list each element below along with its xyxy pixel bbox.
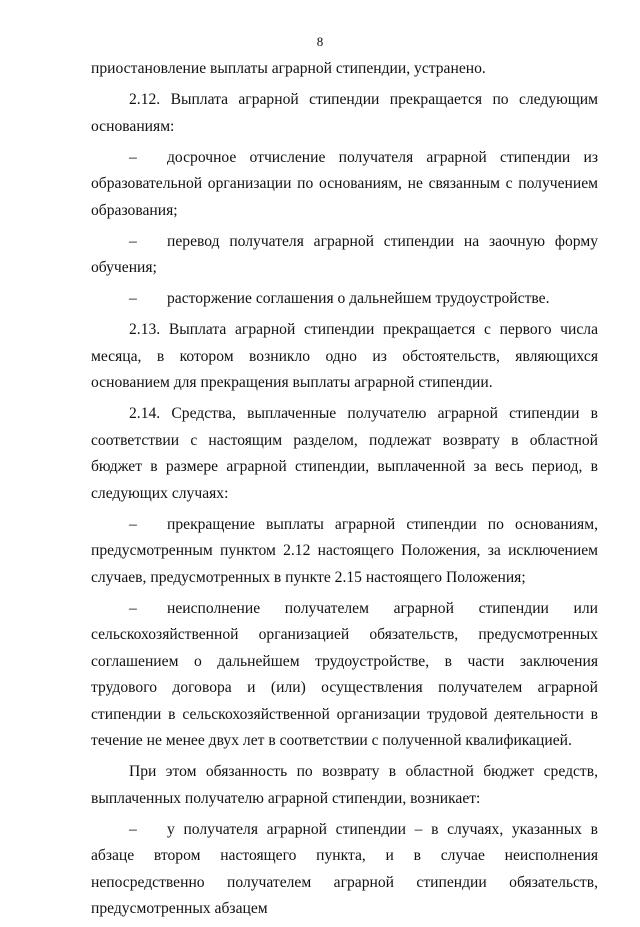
dash-marker: – <box>129 599 137 617</box>
paragraph-text: 2.13. Выплата аграрной стипендии прекращается с первого числа месяца, в котором возникло одно из обстоятельств, являющихся основанием для прекращения выплаты аграрной стипендии. <box>91 321 598 391</box>
document-body <box>91 56 598 927</box>
paragraph <box>91 87 598 140</box>
list-item <box>91 817 598 923</box>
list-item-text: перевод получателя аграрной стипендии на заочную форму обучения; <box>91 232 598 276</box>
paragraph-text: При этом обязанность по возврату в областной бюджет средств, выплаченных получателю аграрной стипендии, возникает: <box>91 763 598 807</box>
list-item-text: расторжение соглашения о дальнейшем трудоустройстве. <box>167 290 550 307</box>
list-item-text: у получателя аграрной стипендии – в случаях, указанных в абзаце втором настоящего пункта, и в случае неисполнения непосредственно получателем аграрной стипендии обязательств, предусмотренных абзацем <box>91 820 598 917</box>
list-item <box>91 286 598 313</box>
list-item <box>91 145 598 225</box>
list-item <box>91 596 598 755</box>
dash-marker: – <box>129 148 137 166</box>
list-item <box>91 512 598 592</box>
paragraph-text: приостановление выплаты аграрной стипендии, устранено. <box>91 60 486 77</box>
dash-marker: – <box>129 515 137 533</box>
list-item-text: прекращение выплаты аграрной стипендии по основаниям, предусмотренным пунктом 2.12 настоящего Положения, за исключением случаев, предусмотренных в пункте 2.15 настоящего Положения; <box>91 515 598 586</box>
paragraph <box>91 401 598 507</box>
paragraph <box>91 317 598 397</box>
list-item <box>91 229 598 282</box>
dash-marker: – <box>129 820 137 838</box>
paragraph-text: 2.12. Выплата аграрной стипендии прекращается по следующим основаниям: <box>91 91 598 135</box>
dash-marker: – <box>129 290 137 307</box>
paragraph <box>91 56 598 83</box>
page-number: 8 <box>316 34 324 49</box>
paragraph-text: 2.14. Средства, выплаченные получателю аграрной стипендии в соответствии с настоящим разделом, подлежат возврату в областной бюджет в размере аграрной стипендии, выплаченной за весь период, в следующих случаях: <box>91 405 598 502</box>
paragraph <box>91 759 598 812</box>
dash-marker: – <box>129 232 137 250</box>
list-item-text: досрочное отчисление получателя аграрной стипендии из образовательной организации по основаниям, не связанным с получением образования; <box>91 148 598 219</box>
list-item-text: неисполнение получателем аграрной стипендии или сельскохозяйственной организацией обязательств, предусмотренных соглашением о дальнейшем трудоустройстве, в части заключения трудового договора и (или) осуществления получателем аграрной стипендии в сельскохозяйственной организации трудовой деятельности в течение не менее двух лет в соответствии с полученной квалификацией. <box>91 599 598 749</box>
